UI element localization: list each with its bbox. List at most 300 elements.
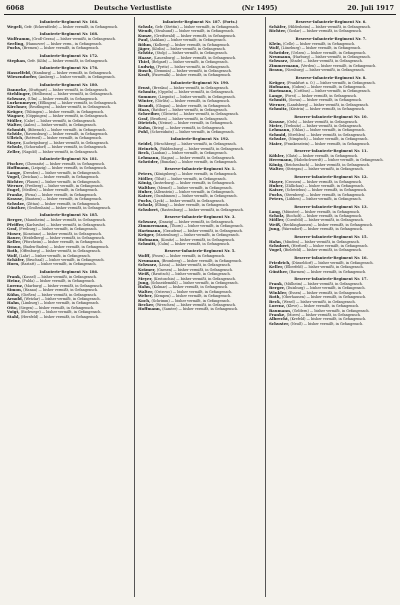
entry-details: Gefr. (Eckernförde) — bisher vermißt, in Gefangensch. [24,25,119,29]
casualty-entry [7,75,131,79]
entry-details: (Sternberg) — bisher vermißt, in Gefangensch. [284,192,366,197]
entry-details: (Kolmar) — bisher vermißt, in Gefangensch. [152,285,229,290]
entry-details: (Marburg) — bisher vermißt, in Gefangensch. [24,283,104,288]
entry-details: (Gießen) — bisher vermißt, in Gefangensch. [21,292,97,297]
entry-details: (Brieg) — bisher vermißt, in Gefangensch. [152,125,226,130]
soldier-name: Wolff, [138,253,151,259]
entry-details: (Baden-Baden) — bisher vermißt, in Gefangensch. [22,244,110,249]
soldier-name: Schmitt, [269,97,288,103]
entry-details: (Konstanz) — bisher vermißt, in Gefangensch. [22,231,103,236]
soldier-name: Hoffmann, [138,306,162,312]
soldier-name: Lorenz, [7,282,24,288]
entry-details: (Tübingen) — bisher vermißt, in Gefangensch. [24,109,105,114]
entry-details: (Liegnitz) — bisher vermißt, in Gefangensch. [158,94,236,99]
soldier-name: Bauer, [7,235,22,241]
soldier-name: Krüger, [138,232,155,238]
soldier-name: Jung, [138,279,150,285]
soldier-name: Baumann, [269,307,292,313]
entry-details: (Rawitsch) — bisher vermißt, in Gefangensch. [151,272,231,277]
soldier-name: Zimmermann, [269,62,300,68]
entry-details: (Pasewalk) — bisher vermißt, in Gefangensch. [151,73,232,78]
entry-details: (Freiberg) — bisher vermißt, in Gefangensch. [25,183,104,188]
casualty-entry [7,206,131,210]
entry-details: (Wesel) — bisher vermißt, in Gefangensch. [282,299,356,304]
entry-details: (Schweidnitz) — bisher vermißt, in Gefangensch. [150,129,235,134]
soldier-name: Scholz, [138,202,154,208]
soldier-name: Jäger, [138,46,151,52]
entry-details: (Krefeld) — bisher vermißt, in Gefangensch. [290,317,367,322]
entry-details: (Danzig) — bisher vermißt, in Gefangensch. [158,220,235,225]
regiment-heading: Reserve-Infanterie-Regiment Nr. 11. [294,148,368,153]
regiment-heading: Reserve-Infanterie-Regiment Nr. 7. [295,36,367,41]
entry-details: (Harburg) — bisher vermißt, in Gefangensch. [292,55,371,60]
entry-details: (Elbing) — bisher vermißt, in Gefangensch. [154,203,230,208]
entry-details: (Meißen) — bisher vermißt, in Gefangensch. [21,188,99,193]
casualty-entry [7,59,131,63]
entry-details: (Köslin) — bisher vermißt, in Gefangensch. [151,47,226,52]
regiment-heading: Reserve-Infanterie-Regiment Nr. 15. [294,234,368,239]
soldier-name: Berger, [7,217,24,223]
soldier-name: Klein, [269,40,282,46]
entry-details: (Verden) — bisher vermißt, in Gefangensch. [300,63,377,68]
edition-number: (Nr 1495) [241,4,278,12]
entry-details: (Groß-Gerau) — bisher vermißt, in Gefangensch. [32,37,116,42]
entry-details: (Göppingen) — bisher vermißt, in Gefangensch. [25,114,108,119]
entry-details: (Krotoschin) — bisher vermißt, in Gefangensch. [153,276,236,281]
soldier-name: Wendt, [138,28,154,34]
soldier-name: Schwarz, [138,262,158,268]
soldier-name: Roth, [7,248,19,254]
entry-details: (Forst) — bisher vermißt, in Gefangensch. [284,93,358,98]
entry-details: (Mülheim) — bisher vermißt, in Gefangensch. [284,282,363,287]
soldier-name: Hofmann, [138,236,160,242]
soldier-name: Braun, [7,243,22,249]
entry-details: (Oels) — bisher vermißt, in Gefangensch. [286,119,358,124]
soldier-name: Pfeiffer, [7,221,25,227]
soldier-name: Hahn, [7,300,21,306]
entry-details: (Limburg) — bisher vermißt, in Gefangensch. [21,301,100,306]
soldier-name: Möller, [138,175,154,181]
entry-details: (Kassel) — bisher vermißt, in Gefangensch. [22,274,97,279]
casualty-entry [7,25,131,29]
regiment-heading: Infanterie-Regiment Nr. 180. [39,82,99,87]
soldier-name: Schmidt, [7,126,27,132]
soldier-name: Fuchs, [138,197,153,203]
entry-details: (Trebnitz) — bisher vermißt, in Gefangensch. [283,123,362,128]
casualty-entry [269,68,393,72]
entry-details: (Bremen) — bisher vermißt, in Gefangensch. [22,46,100,51]
regiment-heading: Reserve-Infanterie-Regiment Nr. 5. [164,249,236,254]
entry-details: (Eschwege) — bisher vermißt, in Gefangensch. [20,310,102,315]
soldier-name: Günther, [7,205,27,210]
soldier-name: Hasselfeld, [7,70,32,76]
casualty-entry [138,73,262,77]
soldier-name: Franke, [7,191,24,197]
soldier-name: Schröder, [138,158,159,164]
soldier-name: Schulze, [7,200,26,206]
entry-details: (Anklam) — bisher vermißt, in Gefangensch. [150,38,227,43]
soldier-name: Stephan, [7,57,27,63]
entry-details: (Posen) — bisher vermißt, in Gefangensch. [151,254,226,259]
entry-details: (Reichenbach) — bisher vermißt, in Gefangensch. [284,162,371,167]
entry-details: (Goslar) — bisher vermißt, in Gefangensch. [287,29,363,34]
entry-details: (Fulda) — bisher vermißt, in Gefangensch. [22,279,96,284]
entry-details: (Stade) — bisher vermißt, in Gefangensch. [289,59,363,64]
entry-details: (Schwiebus) — bisher vermißt, in Gefangensch. [285,188,368,193]
entry-details: (Uelzen) — bisher vermißt, in Gefangensch. [291,50,367,55]
entry-details: (Königsberg) — bisher vermißt, in Gefangensch. [154,172,238,177]
soldier-name: Schwarz, [138,219,158,225]
entry-details: Gefr. (Köln) — bisher vermißt, in Gefangensch. [27,58,109,63]
entry-details: (Barmen) — bisher vermißt, in Gefangensch. [289,269,367,274]
entry-details: (Schrimm) — bisher vermißt, in Gefangensch. [151,298,231,303]
entry-details: (Rastatt) — bisher vermißt, in Gefangensch. [20,262,97,267]
entry-details: (Lüneburg) — bisher vermißt, in Gefangensch. [281,46,362,51]
entry-details: (Neuß) — bisher vermißt, in Gefangensch. [290,321,364,326]
entry-details: (Amberg) — bisher vermißt, in Gefangensch. [38,75,116,80]
regiment-heading: Infanterie-Regiment Nr. 190. [170,80,230,85]
soldier-name: Böhm, [138,41,153,47]
regiment-heading: Infanterie-Regiment Nr. 172. [39,53,99,58]
entry-details: (Tilsit) — bisher vermißt, in Gefangensch. [154,176,227,181]
regiment-heading: Reserve-Infanterie-Regiment Nr. 3. [164,215,236,220]
entry-details: (Zwickau) — bisher vermißt, in Gefangensch. [21,175,100,180]
soldier-name: Brandt, [138,102,155,108]
text-column-3 [266,17,396,597]
text-column-1 [4,17,135,597]
soldier-name: Meyer, [138,275,153,281]
entry-details: (Freiburg) — bisher vermißt, in Gefangensch. [18,227,98,232]
soldier-name: Richter, [269,28,287,34]
soldier-name: Weber, [138,293,153,299]
newspaper-page [4,4,396,597]
entry-details: (Bocholt) — bisher vermißt, in Gefangensch. [285,214,363,218]
entry-details: (Breslau) — bisher vermißt, in Gefangensch. [152,85,229,90]
entry-details: (Pforzheim) — bisher vermißt, in Gefangensch. [22,240,104,245]
entry-details: (Eßlingen) — bisher vermißt, in Gefangensch. [38,101,118,106]
casualty-entry [269,248,393,252]
soldier-name: Lange, [269,92,284,98]
regiment-heading: Infanterie-Regiment Nr. 168. [39,32,99,37]
soldier-name: Becker, [138,301,155,307]
entry-details: (Biberach) — bisher vermißt, in Gefangensch. [27,127,107,132]
entry-details: (Frankfurt a. O.) — bisher vermißt, in Gefangensch. [286,80,376,85]
soldier-name: Graf, [138,115,149,121]
entry-details: (Memel) — bisher vermißt, in Gefangensch. [157,185,233,190]
soldier-name: Friedrich, [269,259,291,265]
casualty-entry [138,208,262,212]
entry-details: (Rastenburg) — bisher vermißt, in Gefangensch. [160,207,244,212]
casualty-entry [269,29,393,33]
soldier-name: Wolf, [7,252,19,258]
entry-details: (Duisburg) — bisher vermißt, in Gefangensch. [286,286,366,291]
casualty-entry [269,107,393,111]
casualty-entry [7,150,131,154]
soldier-name: Huber, [138,189,153,194]
soldier-name: Jung, [269,226,281,232]
regiment-heading: Infanterie-Regiment Nr. 181. [39,156,99,161]
soldier-name: Neumann, [269,54,292,60]
entry-details: (Stralsund) — bisher vermißt, in Gefangensch. [154,29,235,34]
soldier-name: Schäfer, [269,24,287,29]
entry-details: (Lahr) — bisher vermißt, in Gefangensch. [19,253,91,258]
soldier-name: Stahl, [7,313,20,319]
entry-details: (Wreschen) — bisher vermißt, in Gefangensch. [155,302,236,307]
soldier-name: Moser, [7,230,22,236]
regiment-heading: Infanterie-Regiment Nr. 186. [39,269,99,274]
soldier-name: Seidel, [138,141,153,147]
soldier-name: Kunze, [138,32,153,38]
entry-details: (Calw) — bisher vermißt, in Gefangensch. [23,118,96,123]
entry-details: (Rottweil) — bisher vermißt, in Gefangensch. [24,136,103,141]
text-column-2 [135,17,266,597]
soldier-name: Kirchner, [7,104,28,110]
soldier-name: Berger, [269,285,286,291]
entry-details: (Leipzig) — bisher vermißt, in Gefangensch. [31,166,108,171]
soldier-name: Pohl, [138,128,150,134]
soldier-name: Danneke, [7,86,28,92]
soldier-name: Graf, [7,226,18,232]
entry-details: (Ostrowo) — bisher vermißt, in Gefangensch. [154,289,233,294]
entry-details: (Minden) — bisher vermißt, in Gefangensch. [283,239,360,244]
entry-details: (Mannheim) — bisher vermißt, in Gefangensch. [24,218,107,223]
soldier-name: Köhler, [269,152,285,158]
page-number: 6068 [6,4,25,12]
regiment-heading: Reserve-Infanterie-Regiment Nr. 8. [295,75,367,80]
soldier-name: Vogel, [7,174,21,180]
entry-details: (Beuthen) — bisher vermißt, in Gefangensch. [149,116,228,121]
regiment-heading: Infanterie-Regiment Nr. 187. (Forts.) [162,20,238,24]
soldier-name: Schubert, [138,206,160,212]
entry-details: (Chemnitz) — bisher vermißt, in Gefangensch. [25,161,106,166]
soldier-name: Lange, [7,169,22,175]
regiment-heading: Reserve-Infanterie-Regiment Nr. 1. [164,167,236,172]
soldier-name: Hahn, [138,284,152,290]
entry-details: (Görlitz) — bisher vermißt, in Gefangensch. [155,99,231,104]
entry-details: (Pirna) — bisher vermißt, in Gefangensch. [24,192,98,197]
entry-details: (Herford) — bisher vermißt, in Gefangensch. [291,244,369,249]
soldier-name: Heinrich, [138,145,159,151]
soldier-name: Wiesendorfer, [7,74,38,80]
soldier-name: Hartmann, [269,88,293,94]
soldier-name: Stehlinger, [7,91,32,97]
regiment-heading: Reserve-Infanterie-Regiment Nr. 16. [294,255,368,260]
casualty-entry [7,46,131,50]
entry-details: (Ohlau) — bisher vermißt, in Gefangensch. [291,128,366,133]
entry-details: (Greifswald) — bisher vermißt, in Gefangensch. [154,33,237,38]
soldier-name: Zeller, [7,148,21,154]
casualty-entry [138,130,262,134]
entry-details: (Kempen) — bisher vermißt, in Gefangensch. [153,294,232,299]
entry-details: (Waldenburg) — bisher vermißt, in Gefangensch. [159,146,244,151]
entry-details: (Demmin) — bisher vermißt, in Gefangensch. [153,69,232,74]
soldier-name: Schulze, [269,136,288,142]
entry-details: (Frankenstein) — bisher vermißt, in Gefangensch. [283,141,371,146]
soldier-name: Günther, [269,268,289,274]
entry-details: (Landsberg) — bisher vermißt, in Gefangensch. [287,102,369,107]
entry-details: (Hildesheim) — bisher vermißt, in Gefangensch. [287,25,371,29]
entry-details: (Kolberg) — bisher vermißt, in Gefangensch. [153,42,231,47]
entry-details: (Elberfeld) — bisher vermißt, in Gefangensch. [284,265,364,270]
entry-details: (Kleve) — bisher vermißt, in Gefangensch. [286,304,360,309]
entry-details: (Ludwigsburg) — bisher vermißt, in Gefangensch. [22,140,109,145]
soldier-name: Engel, [7,187,21,193]
entry-details: (Samter) — bisher vermißt, in Gefangensch. [162,307,239,312]
entry-details: (Sagan) — bisher vermißt, in Gefangensch. [160,155,235,160]
publication-title: Deutsche Verlustliste [93,4,172,12]
soldier-name: Beck, [269,298,282,304]
entry-details: (Glogau) — bisher vermißt, in Gefangensch. [155,103,232,108]
soldier-name: Roth, [269,294,281,300]
soldier-name: Paul, [138,37,150,43]
soldier-name: Simon, [7,287,23,293]
soldier-name: Kühn, [7,291,21,297]
entry-details: (Oppeln) — bisher vermißt, in Gefangensch. [158,90,234,95]
casualty-entry [7,315,131,319]
soldier-name: Huber, [269,182,284,188]
soldier-name: Schuster, [269,320,290,326]
entry-details: (Nienburg) — bisher vermißt, in Gefangensch. [284,68,365,73]
soldier-name: Kuhn, [138,124,152,130]
entry-details: (Bruchsal) — bisher vermißt, in Gefangensch. [25,258,105,263]
soldier-name: Albrecht, [269,316,290,322]
soldier-name: Schulz, [138,24,154,29]
entry-details: (Hersfeld) — bisher vermißt, in Gefangensch. [20,314,100,319]
entry-details: (Allenstein) — bisher vermißt, in Gefangensch. [153,190,235,194]
soldier-name: Schmid, [269,131,287,137]
entry-details: (Münster) — bisher vermißt, in Gefangensch. [282,209,361,214]
entry-details: (Striegau) — bisher vermißt, in Gefangensch. [285,167,364,172]
entry-details: (Belgard) — bisher vermißt, in Gefangensch. [151,60,229,65]
casualty-entry [269,227,393,231]
entry-details: (Lauban) — bisher vermißt, in Gefangensch. [151,151,228,156]
entry-details: (Siegen) — bisher vermißt, in Gefangensch. [19,305,95,310]
soldier-name: Kaiser, [269,187,285,193]
regiment-heading: Infanterie-Regiment Nr. 164. [39,20,99,24]
soldier-name: Frank, [269,281,284,287]
entry-details: (Graudenz) — bisher vermißt, in Gefangensch. [162,228,243,233]
soldier-name: Lorenz, [269,303,286,309]
entry-details: (Guben) — bisher vermißt, in Gefangensch. [291,85,367,90]
soldier-name: Ernst, [138,84,152,90]
soldier-name: Franke, [269,311,286,317]
regiment-heading: Infanterie-Regiment Nr. 192. [170,137,230,142]
entry-details: (Thorn) — bisher vermißt, in Gefangensch. [169,224,244,229]
soldier-name: Herrmann, [269,157,293,163]
soldier-name: Krause, [7,196,24,202]
soldier-name: Schreiber, [138,111,161,117]
casualty-entry [269,167,393,171]
regiment-heading: Infanterie-Regiment Nr. 185. [39,213,99,218]
entry-details: (Essen) — bisher vermißt, in Gefangensch. [288,290,363,295]
soldier-name: Ullrich, [7,135,24,141]
soldier-name: Hofmann, [269,84,291,90]
soldier-name: Peters, [269,196,285,202]
soldier-name: Wolframm, [7,36,31,42]
soldier-name: Hartmann, [138,227,162,233]
soldier-name: Walter, [269,166,285,172]
soldier-name: Werner, [7,182,25,188]
soldier-name: Kraft, [138,72,151,78]
entry-details: (Strehlen) — bisher vermißt, in Gefangensch. [287,132,367,137]
entry-details: (Nimptsch) — bisher vermißt, in Gefangensch. [288,137,369,142]
regiment-heading: Reserve-Infanterie-Regiment Nr. 10. [294,114,368,119]
soldier-name: Wegeli, [7,24,24,29]
regiment-heading: Infanterie-Regiment Nr. 176. [39,66,99,71]
entry-details: (Stolp) — bisher vermißt, in Gefangensch. [155,51,228,56]
soldier-name: Lehmann, [269,127,291,133]
entry-details: (Sorau) — bisher vermißt, in Gefangensch. [288,98,363,103]
entry-details: (Recklinghausen) — bisher vermißt, in Gefangensch. [282,222,374,227]
entry-details: (Gnesen) — bisher vermißt, in Gefangensch. [156,267,234,272]
soldier-name: Frank, [7,273,22,279]
soldier-name: Lehmann, [138,154,160,160]
soldier-name: Meier, [269,122,283,128]
soldier-name: Thiel, [138,59,151,65]
entry-details: (Schorndorf) — bisher vermißt, in Gefangensch. [24,145,108,150]
entry-details: (Zittau) — bisher vermißt, in Gefangensch. [26,201,101,206]
entry-details: (Lauenburg) — bisher vermißt, in Gefangensch. [153,55,237,60]
soldier-name: Schröder, [269,49,290,55]
columns-container [4,17,396,597]
soldier-name: Wagner, [7,113,25,119]
casualty-entry [269,270,393,274]
soldier-name: Sommer, [138,93,158,99]
entry-details: (Heilbronn) — bisher vermißt, in Gefangensch. [32,92,113,97]
soldier-name: Otto, [7,304,18,310]
entry-details: (Moers) — bisher vermißt, in Gefangensch. [286,312,362,317]
soldier-name: Busch, [138,68,153,74]
entry-details: (Gleiwitz) — bisher vermißt, in Gefangensch. [161,112,239,117]
soldier-name: Horn, [7,261,20,267]
entry-details: (Hannover) — bisher verm., in Gefangensch. [25,41,103,46]
soldier-name: Werner, [269,101,287,107]
soldier-name: Schmitt, [138,241,157,247]
soldier-name: Haase, [138,54,153,60]
entry-details: (Großenhain) — bisher vermißt, in Gefangensch. [27,206,112,210]
entry-details: (Culm) — bisher vermißt, in Gefangensch. [157,242,231,247]
casualty-entry [269,322,393,326]
entry-details: (Stuttgart) — bisher vermißt, in Gefangensch. [28,87,108,92]
soldier-name: Weiß, [138,271,151,277]
soldier-name: Schüle, [7,130,24,136]
soldier-name: Krüger, [7,108,24,114]
soldier-name: Neumann, [138,257,161,263]
casualty-entry [269,142,393,146]
entry-details: (Pyritz) — bisher vermißt, in Gefangensch. [156,64,230,69]
entry-details: (Düsseldorf) — bisher vermißt, in Gefangensch. [291,260,374,265]
soldier-name: Mayer, [269,178,284,184]
entry-details: (Dresden) — bisher vermißt, in Gefangensch. [22,170,101,175]
regiment-heading: Reserve-Infanterie-Regiment Nr. 17. [294,277,368,282]
entry-details: (Ravensburg) — bisher vermißt, in Gefangensch. [24,131,109,136]
soldier-name: Walther, [138,184,157,190]
soldier-name: Schmitz, [138,89,157,95]
regiment-heading: Reserve-Infanterie-Regiment Nr. 13. [294,204,368,209]
soldier-name: Beck, [138,150,151,156]
entry-details: (Glatz) — bisher vermißt, in Gefangensch. [285,153,359,158]
soldier-name: Fuchs, [7,45,22,51]
soldier-name: Walter, [7,122,23,128]
entry-details: (Bielefeld) — bisher vermißt, in Gefangensch. [283,248,363,253]
publication-date: 20. Juli 1917 [347,4,394,12]
entry-details: (Ratibor) — bisher vermißt, in Gefangensch. [151,107,228,112]
entry-details: (Bromberg) — bisher vermißt, in Gefangensch. [161,258,243,263]
soldier-name: Wolf, [269,45,281,51]
soldier-name: Lang, [269,208,282,214]
soldier-name: Winkler, [269,289,288,295]
casualty-entry [138,307,262,311]
